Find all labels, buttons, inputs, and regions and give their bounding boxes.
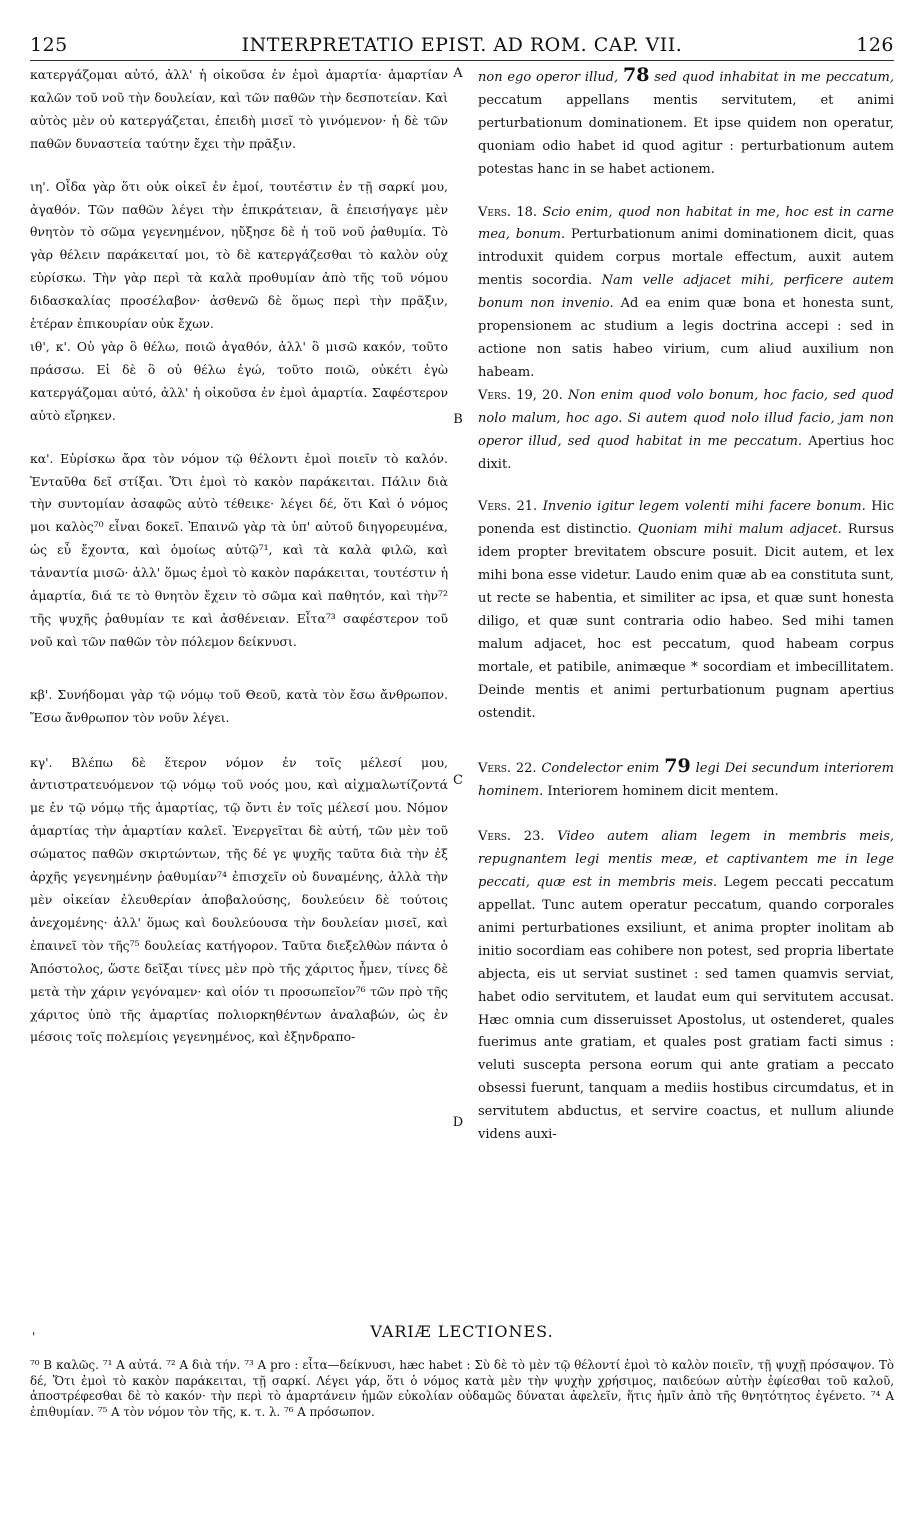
greek-paragraph: ιη'. Οἶδα γὰρ ὅτι οὐκ οἰκεῖ ἐν ἐμοί, τουτέστιν ἐν τῇ σαρκί μου, ἀγαθόν. Τῶν παθῶν λέγει τὴν ἐπικράτειαν, ἃ ἐπεισήγαγε μὲν θνητὸν τὸ σῶμα γεγενημένον, ηὔξησε δὲ ἡ τοῦ νοῦ ῥαθυμία. Τὸ γὰρ θέλειν παράκειταί μοι, τὸ δὲ κατεργάζεσθαι τὸ καλὸν οὐχ εὑρίσκω. Τὴν γὰρ περὶ τὰ καλὰ προθυμίαν ἀπὸ τῆς τοῦ νόμου διδασκαλίας προσέλαβον· ἀσθενῶ δὲ ὅμως περὶ τὴν πρᾶξιν, ἑτέραν ἐπικουρίαν οὐκ ἔχων. [30,178,448,332]
latin-paragraph [478,202,894,385]
running-header [30,34,894,58]
latin-paragraph [478,64,894,182]
greek-paragraph: ιθ', κ'. Οὐ γὰρ ὃ θέλω, ποιῶ ἀγαθόν, ἀλλ' ὃ μισῶ κακόν, τοῦτο πράσσω. Εἰ δὲ ὃ οὐ θέλω ἐγώ, τοῦτο ποιῶ, οὐκέτι ἐγὼ κατεργάζομαι αὐτό, ἀλλ' ἡ οἰκοῦσα ἐν ἐμοὶ ἁμαρτία. Σαφέστερον αὐτὸ εἴρηκεν. [30,338,448,423]
margin-letter-a: A [453,66,463,81]
margin-letter-b: B [453,412,463,427]
margin-letter-c: C [453,773,463,788]
latin-paragraph [478,496,894,725]
latin-text: Interiorem hominem dicit mentem. [547,784,779,800]
greek-column [30,64,448,1049]
verse-label: Vers. 22. [478,761,537,777]
latin-lemma: legi Dei secundum interiorem hominem. [478,761,895,800]
latin-lemma: Nam velle adjacet mihi, perficere autem bonum non invenio. [478,273,895,312]
variae-lectiones-title: VARIÆ LECTIONES. [370,1322,554,1341]
verse-label: Vers. 18. [478,204,538,220]
latin-lemma: Non enim quod volo bonum, hoc facio, sed quod nolo malum, hoc ago. Si autem quod nolo illud facio, jam non operor illud, sed quod habitat in me peccatum. [478,387,894,449]
verse-label: Vers. 19, 20. [478,387,563,403]
verse-label: Vers. 23. [478,829,545,845]
latin-paragraph [478,755,894,804]
stray-mark: ' [32,1330,36,1344]
latin-text: Rursus idem propter brevitatem obscure posuit. Dicit autem, et lex mihi bona esse videtur. Laudo enim quæ ab ea constituta sunt, ut recte se habentia, et similiter ac ipsa, et quæ sunt honesta diligo, et quæ sunt contraria odio habeo. Sed mihi tamen malum adjacet, hoc est peccatum, quod habeam corpus mortale, et patibile, animæque * socordiam et imbecillitatem. Deinde mentis et animi perturbationum pugnam apertius ostendit. [478,522,894,721]
column-number: 78 [622,64,650,86]
header-rule [30,60,894,61]
latin-lemma: non ego operor illud, [478,70,619,85]
verse-label: Vers. 21. [478,499,538,515]
variant-readings: ⁷⁰ B καλῶς. ⁷¹ A αὐτά. ⁷² A διὰ τήν. ⁷³ A pro : εἶτα—δείκνυσι, hæc habet : Σὺ δὲ τὸ μὲν τῷ θέλοντί ἐμοὶ τὸ καλὸν ποιεῖν, τῇ ψυχῇ πρόσαψον. Τὸ δέ, Ὅτι ἐμοὶ τὸ κακὸν παράκειται, τῇ σαρκί. Λέγει γάρ, ὅτι ὁ νόμος κατὰ μὲν τὴν ψυχὴν χρήσιμος, παιδεύων αὐτὴν ἐφίεσθαι τοῦ καλοῦ, ἀποστρέφεσθαι δὲ τὸ κακόν· τὴν περὶ τὸ ἁμαρτάνειν ἡμῶν εὐκολίαν οὐδαμῶς δύναται ἀφελεῖν, ἥτις ἡμῖν ἀπὸ τῆς θνητότητος ἐγένετο. ⁷⁴ A ἐπιθυμίαν. ⁷⁵ A τὸν νόμον τὸν τῆς, κ. τ. λ. ⁷⁶ A πρόσωπον. [30,1358,894,1419]
greek-paragraph: κβ'. Συνήδομαι γὰρ τῷ νόμῳ τοῦ Θεοῦ, κατὰ τὸν ἔσω ἄνθρωπον. Ἔσω ἄνθρωπον τὸν νοῦν λέγει. [30,686,448,725]
greek-paragraph: κγ'. Βλέπω δὲ ἕτερον νόμον ἐν τοῖς μέλεσί μου, ἀντιστρατευόμενον τῷ νόμῳ τοῦ νοός μου, καὶ αἰχμαλωτίζοντά με ἐν τῷ νόμῳ τῆς ἁμαρτίας, τῷ ὄντι ἐν τοῖς μέλεσί μου. Νόμον ἁμαρτίας τὴν ἁμαρτίαν καλεῖ. Ἐνεργεῖται δὲ αὐτή, τῶν μὲν τοῦ σώματος παθῶν σκιρτώντων, τῆς δέ γε ψυχῆς ταῦτα διὰ τὴν ἐξ ἀρχῆς γεγενημένην ῥαθυμίαν⁷⁴ ἐπισχεῖν οὐ δυναμένης, ἀλλὰ τὴν μὲν οἰκείαν ἐλευθερίαν ἀποβαλούσης, δουλεύειν δὲ τούτοις ἀνεχομένης· ἀλλ' ὅμως καὶ δουλεύουσα τὴν δουλείαν μισεῖ, καὶ ἐπαινεῖ τὸν τῆς⁷⁵ δουλείας κατήγορον. Ταῦτα διεξελθὼν πάντα ὁ Ἀπόστολος, ὥστε δεῖξαι τίνες μὲν πρὸ τῆς χάριτος ἦμεν, τίνες δὲ μετὰ τὴν χάριν γεγόναμεν· καὶ οἱόν τι προσωπεῖον⁷⁶ τῶν πρὸ τῆς χάριτος ὑπὸ τῆς ἁμαρτίας πολιορκηθέντων ἀναλαβών, ὡς ἐν μέσοις τοῖς πολεμίοις γεγενημένος, καὶ ἐξηνδραπο- [30,754,448,1045]
running-title: INTERPRETATIO EPIST. AD ROM. CAP. VII. [241,34,683,56]
latin-lemma: Quoniam mihi malum adjacet. [637,522,842,538]
variae-lectiones [30,1358,894,1420]
latin-lemma: Video autem aliam legem in membris meis, repugnantem legi mentis meæ, et captivantem me in lege peccati, quæ est in membris meis. [478,829,894,891]
latin-lemma: Scio enim, quod non habitat in me, hoc est in carne mea, bonum. [478,204,894,243]
latin-text: Perturbationum animi dominationem dicit, quas introduxit quidem corpus mortale effectum, auxit autem mentis socordia. [478,227,895,289]
latin-text: Ad ea enim quæ bona et honesta sunt, propensionem ac studium a legis doctrina accepi : sed in actione non satis habeo virium, cum aliud auxilium non habeam. [478,296,895,380]
latin-paragraph [478,826,894,1147]
greek-paragraph: κατεργάζομαι αὐτό, ἀλλ' ἡ οἰκοῦσα ἐν ἐμοὶ ἁμαρτία· ἁμαρτίαν καλῶν τοῦ νοῦ τὴν δουλείαν, καὶ τῶν παθῶν τὴν δεσποτείαν. Καὶ αὐτὸς μὲν οὐ κατεργάζεται, ἐπειδὴ μισεῖ τὸ γινόμενον· ἡ δὲ τῶν παθῶν δυναστεία ταύτην ἔχει τὴν πρᾶξιν. [30,67,448,151]
latin-column [478,64,894,1147]
latin-lemma: Invenio igitur legem volenti mihi facere bonum. [542,499,866,515]
latin-paragraph [478,385,894,477]
page-number-left: 125 [30,34,68,56]
latin-text: Apertius hoc dixit. [478,433,894,472]
latin-text: peccatum appellans mentis servitutem, et animi perturbationum dominationem. Et ipse quidem non operatur, quoniam odio habet id quod agitur : perturbationum autem potestas hanc in se habet actionem. [478,92,894,177]
latin-lemma: Condelector enim [541,761,660,777]
page-number-right: 126 [856,34,894,56]
latin-lemma: sed quod inhabitat in me peccatum, [654,70,894,85]
column-number: 79 [664,755,691,778]
latin-text: Legem peccati peccatum appellat. Tunc autem operatur peccatum, quando corporales animi perturbationes exsiliunt, et anima propter inolitam ab initio socordiam eas cohibere non potest, sed propria libertate abjecta, eis ut serviat sustinet : sed tamen quamvis serviat, habet odio servitutem, et laudat eum qui servitutem accusat. Hæc omnia cum disseruisset Apostolus, ut ostenderet, quales fuerimus ante gratiam, et quales post gratiam facti simus : veluti suscepta persona eorum qui ante gratiam a peccato obsessi fuerunt, tanquam a mediis hostibus circumdatus, et in servitutem abductus, et servire coactus, et nullum aliunde videns auxi- [478,875,894,1143]
greek-paragraph: κα'. Εὑρίσκω ἄρα τὸν νόμον τῷ θέλοντι ἐμοὶ ποιεῖν τὸ καλόν. Ἐνταῦθα δεῖ στίξαι. Ὅτι ἐμοὶ τὸ κακὸν παράκειται. Πάλιν διὰ τὴν συντομίαν ἀσαφῶς αὐτὸ τέθεικε· λέγει δέ, ὅτι Καὶ ὁ νόμος μοι καλὸς⁷⁰ εἶναι δοκεῖ. Ἐπαινῶ γὰρ τὰ ὑπ' αὐτοῦ διηγορευμένα, ὡς εὖ ἔχοντα, καὶ ὁμοίως αὐτῷ⁷¹, καὶ τὰ καλὰ φιλῶ, καὶ τἀναντία μισῶ· ἀλλ' ὅμως ἐμοὶ τὸ κακὸν παράκειται, τουτέστιν ἡ ἁμαρτία, διά τε τὸ θνητὸν ἔχειν τὸ σῶμα καὶ παθητόν, καὶ τὴν⁷² τῆς ψυχῆς ῥαθυμίαν τε καὶ ἀσθένειαν. Εἶτα⁷³ σαφέστερον τοῦ νοῦ καὶ τῶν παθῶν τὸν πόλεμον δείκνυσι. [30,450,448,649]
latin-text: Hic ponenda est distinctio. [478,499,894,538]
margin-letter-d: D [452,1115,464,1130]
